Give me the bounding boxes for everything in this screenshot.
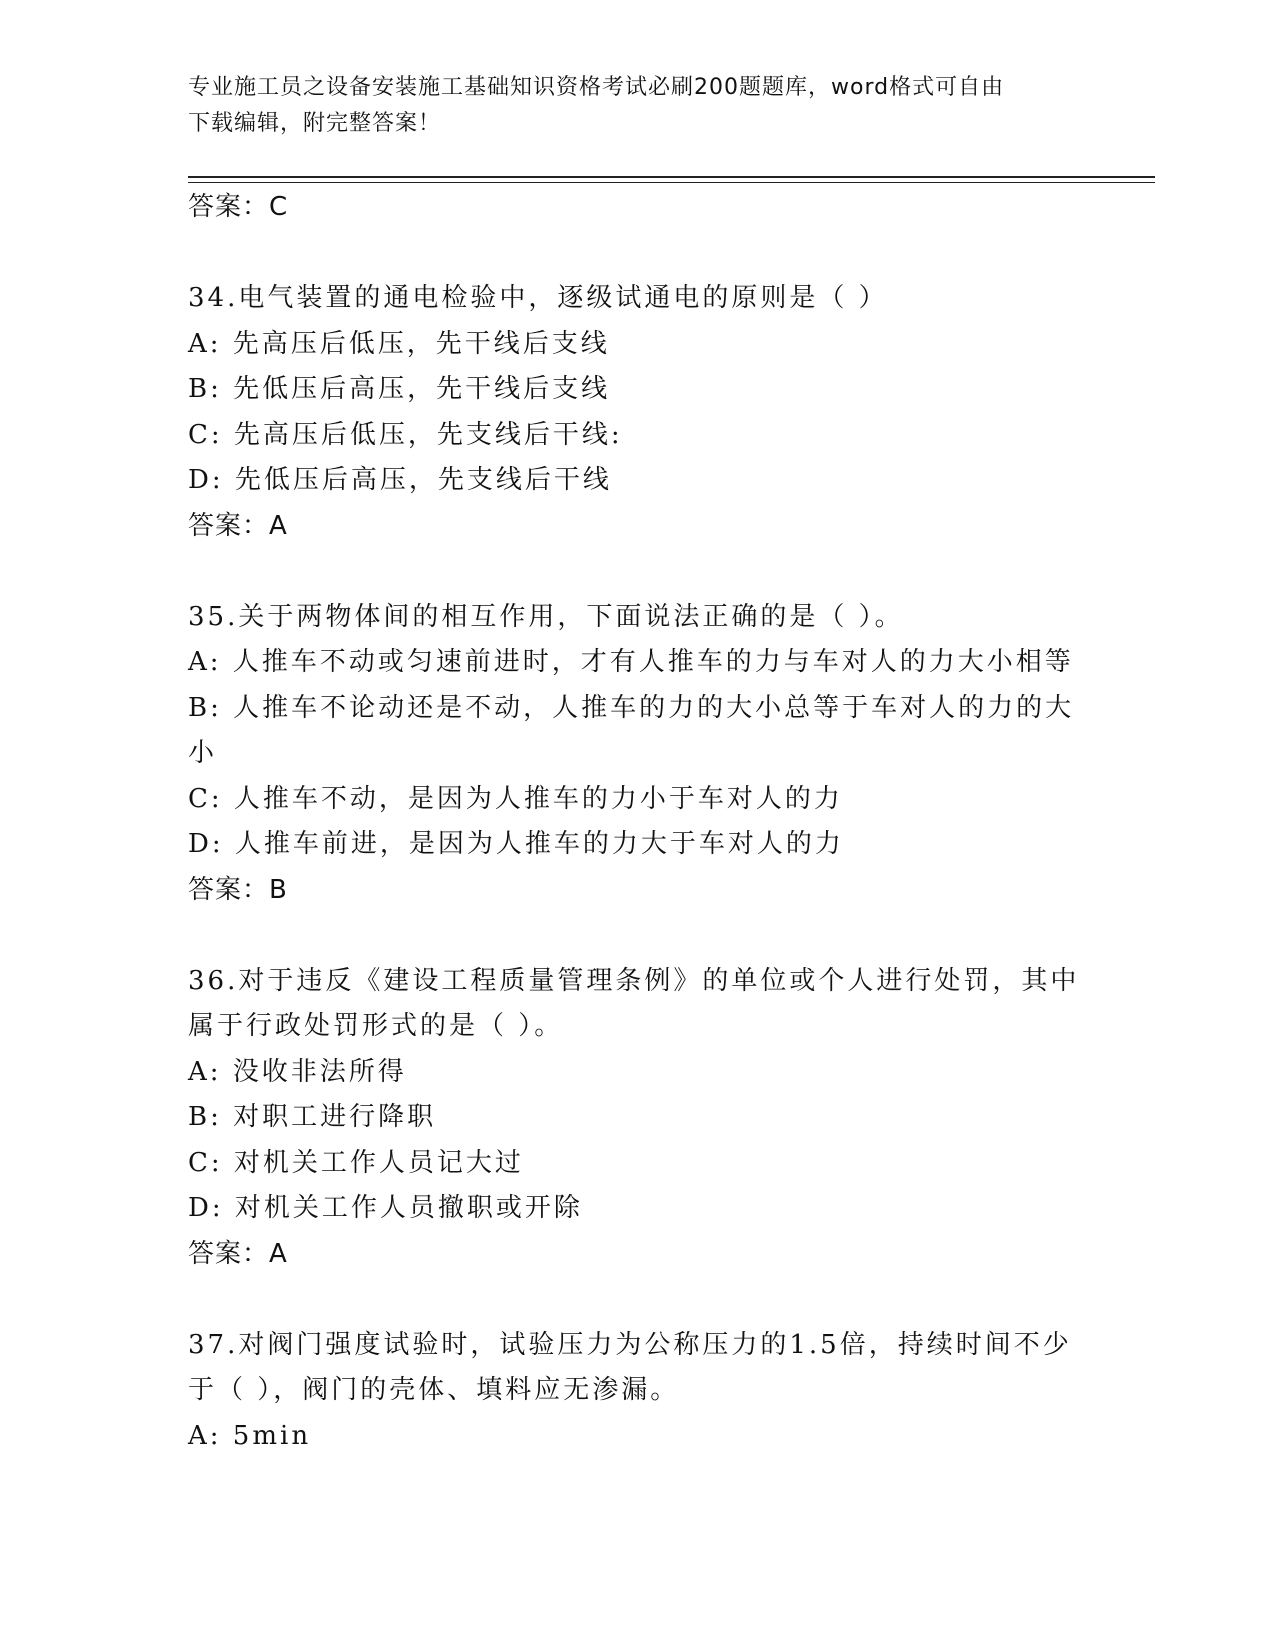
answer: 答案：A [188, 1238, 288, 1269]
document-header [188, 70, 1068, 142]
question-stem: 35.关于两物体间的相互作用，下面说法正确的是（ ）。 [188, 601, 904, 632]
option-d: D: 对机关工作人员撤职或开除 [188, 1193, 583, 1223]
answer: 答案：A [188, 510, 288, 541]
question-35 [188, 595, 1088, 914]
spacer [188, 1277, 1088, 1323]
option-c: C: 人推车不动，是因为人推车的力小于车对人的力 [188, 783, 843, 814]
option-b-continued: 小 [188, 738, 218, 768]
question-stem-continued: 属于行政处罚形式的是（ ）。 [188, 1011, 564, 1041]
option-d: D: 先低压后高压，先支线后干线 [188, 465, 612, 495]
header-line-2: 下载编辑，附完整答案！ [188, 111, 442, 136]
previous-answer: 答案：C [188, 192, 289, 222]
option-b: B: 先低压后高压，先干线后支线 [188, 374, 611, 404]
spacer [188, 913, 1088, 959]
option-a: A: 没收非法所得 [188, 1056, 407, 1087]
spacer [188, 549, 1088, 595]
option-d: D: 人推车前进，是因为人推车的力大于车对人的力 [188, 829, 844, 859]
option-b: B: 对职工进行降职 [188, 1102, 437, 1132]
spacer [188, 231, 1088, 277]
question-34 [188, 276, 1088, 549]
header-rule-thick [188, 176, 1155, 178]
header-rule-thin [188, 182, 1155, 183]
option-c: C: 对机关工作人员记大过 [188, 1147, 524, 1178]
answer: 答案：B [188, 874, 288, 905]
option-c: C: 先高压后低压，先支线后干线: [188, 419, 623, 450]
question-stem-continued: 于（ ），阀门的壳体、填料应无渗漏。 [188, 1375, 680, 1405]
question-37 [188, 1323, 1088, 1460]
option-b: B: 人推车不论动还是不动，人推车的力的大小总等于车对人的力的大 [188, 692, 1075, 723]
header-line-1: 专业施工员之设备安装施工基础知识资格考试必刷200题题库，word格式可自由 [188, 75, 1005, 100]
option-a: A: 5min [188, 1420, 312, 1451]
question-stem: 34.电气装置的通电检验中，逐级试通电的原则是（ ） [188, 283, 888, 313]
option-a: A: 先高压后低压，先干线后支线 [188, 328, 610, 359]
question-stem: 36.对于违反《建设工程质量管理条例》的单位或个人进行处罚，其中 [188, 965, 1080, 996]
option-a: A: 人推车不动或匀速前进时，才有人推车的力与车对人的力大小相等 [188, 647, 1074, 677]
question-list [188, 185, 1088, 1459]
question-36 [188, 959, 1088, 1278]
question-stem: 37.对阀门强度试验时，试验压力为公称压力的1.5倍，持续时间不少 [188, 1329, 1072, 1360]
